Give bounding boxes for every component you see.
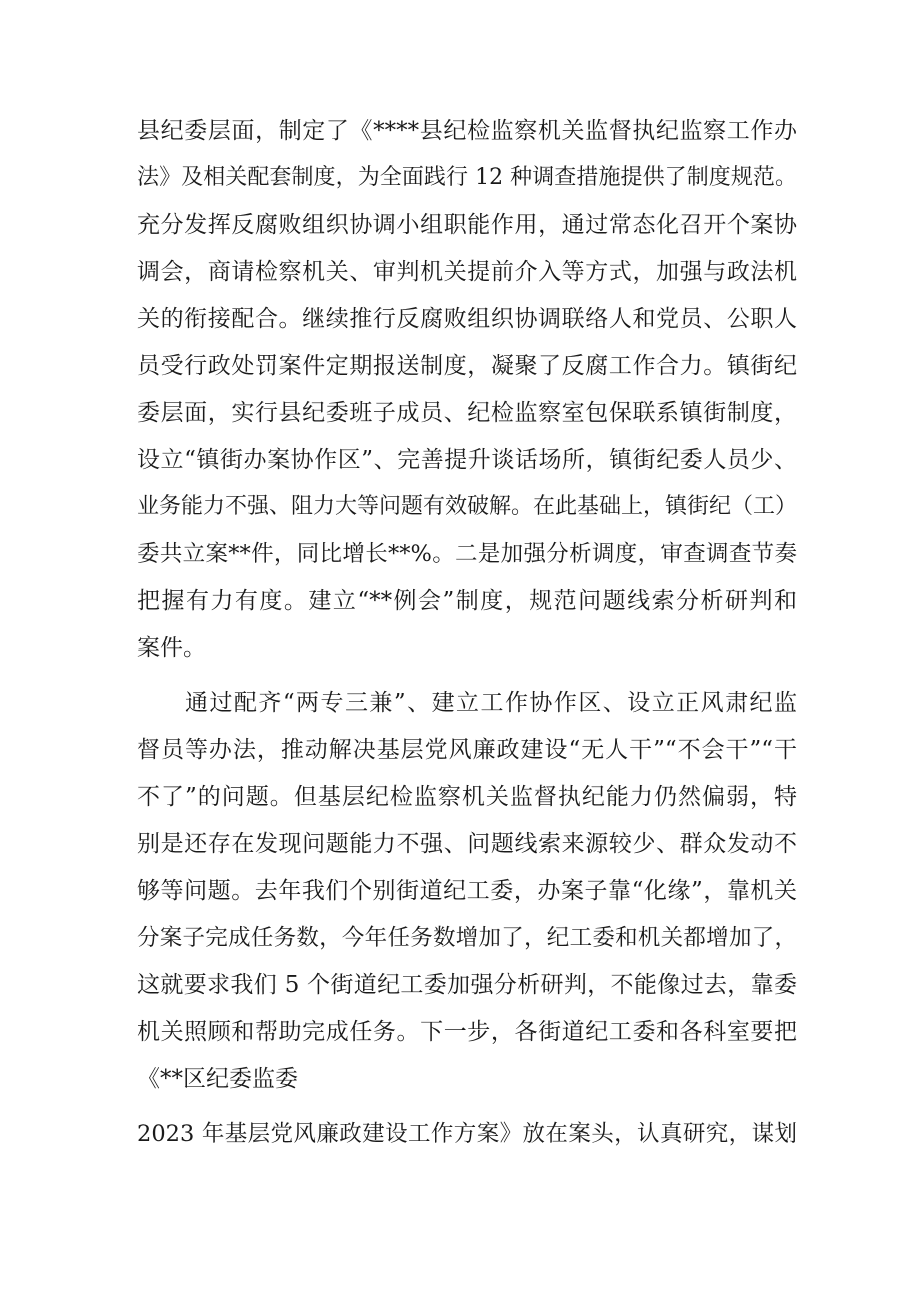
paragraph-first-line: 通过配齐“两专三兼”、建立工作协作区、设立正风肃纪监 [185, 690, 797, 716]
text-line: 充分发挥反腐败组织协调小组职能作用，通过常态化召开个案协 [137, 212, 797, 238]
text-line: 够等问题。去年我们个别街道纪工委，办案子靠“化缘”，靠机关 [137, 878, 797, 904]
text-line: 委共立案**件，同比增长**%。二是加强分析调度，审查调查节奏 [137, 541, 797, 567]
text-line: 这就要求我们 5 个街道纪工委加强分析研判，不能像过去，靠委 [137, 972, 797, 998]
text-line: 机关照顾和帮助完成任务。下一步，各街道纪工委和各科室要把 [137, 1019, 797, 1045]
text-line: 把握有力有度。建立“**例会”制度，规范问题线索分析研判和 [137, 588, 797, 614]
text-line: 调会，商请检察机关、审判机关提前介入等方式，加强与政法机 [137, 259, 797, 285]
text-line: 不了”的问题。但基层纪检监察机关监督执纪能力仍然偏弱，特 [137, 784, 797, 810]
text-line: 委层面，实行县纪委班子成员、纪检监察室包保联系镇街制度， [137, 400, 797, 426]
text-line: 督员等办法，推动解决基层党风廉政建设“无人干”“不会干”“干 [137, 737, 797, 763]
text-line: 县纪委层面，制定了《****县纪检监察机关监督执纪监察工作办 [137, 118, 797, 144]
text-line: 员受行政处罚案件定期报送制度，凝聚了反腐工作合力。镇街纪 [137, 353, 797, 379]
text-line: 别是还存在发现问题能力不强、问题线索来源较少、群众发动不 [137, 831, 797, 857]
text-line: 关的衔接配合。继续推行反腐败组织协调联络人和党员、公职人 [137, 306, 797, 332]
text-line: 法》及相关配套制度，为全面践行 12 种调查措施提供了制度规范。 [137, 165, 797, 190]
paragraph-end-line: 案件。 [137, 635, 206, 661]
text-line: 设立“镇街办案协作区”、完善提升谈话场所，镇街纪委人员少、 [137, 447, 797, 473]
text-line: 《**区纪委监委 [137, 1066, 298, 1092]
text-line: 分案子完成任务数，今年任务数增加了，纪工委和机关都增加了， [137, 925, 797, 951]
text-line: 2023 年基层党风廉政建设工作方案》放在案头，认真研究，谋划 [137, 1121, 797, 1147]
text-line: 业务能力不强、阻力大等问题有效破解。在此基础上，镇街纪（工） [137, 494, 798, 519]
